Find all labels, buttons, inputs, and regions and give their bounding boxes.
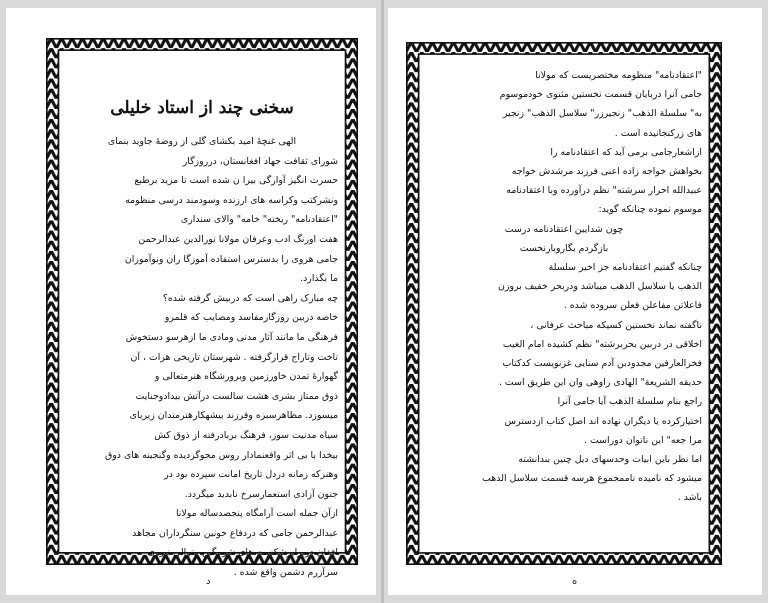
text-line: الذهب یا سلاسل الذهب میباشد ودربحر خفیف بروزن: [498, 281, 702, 293]
text-line: میسوزد. مظاهرسبزه وفرزند بیشهکارهنرمندان زیربای: [129, 410, 338, 422]
text-line: مرا جعه" این ناتوان دوراست .: [584, 434, 702, 446]
text-line: ذوق ممتاز بشری هشت سالست درآتش بیدادوجنایت: [135, 390, 338, 402]
text-line: شورای ثقافت جهاد افغانستان، درروزگار: [182, 155, 338, 167]
text-line: هفت اورنگ ادب وعرفان مولانا نورالدین عبدالرحمن: [138, 233, 338, 245]
page-title: سخنی چند از استاد خلیلی: [110, 98, 294, 118]
page-gutter: [381, 0, 384, 603]
text-line: بخواهش خواجه زاده اعنی فرزند مرشدش خواجه: [511, 166, 702, 178]
text-line: بیخدا با بی اثر واقعنمادار روس محوگردیده وگنجینه های ذوق: [105, 449, 338, 461]
text-line: فرهنگی ما مانند آثار مدنی ومادی ما ازهرسو دستخوش: [125, 331, 338, 343]
text-line: حسرت انگیز آوارگی بیرا ن شده است تا مزید برطبع: [134, 175, 338, 187]
text-line: حدیقه الشریعة" الهادی راوهی وان این طریق است .: [498, 377, 702, 389]
text-line: ناگفته نماند نخستین کسیکه مباحث عرفانی ،: [530, 319, 702, 331]
text-line: جامی آنرا دربایان قسمت نخستین مثنوی خودموسوم: [499, 89, 702, 101]
verse-line: بازگردم بگاروبارنخست: [519, 242, 609, 254]
text-line: اختیارکرده یا دیگران نهاده اند اصل کتاب ازدسترس: [504, 415, 702, 427]
text-line: افغان دربرابرشکست های شرمگین متوالی نیروی: [147, 547, 338, 559]
text-line: "اعتقادنامه" منظومه مختصریست که مولانا: [535, 70, 702, 81]
text-line: فاعلاتن مفاعلن فعلن سروده شده .: [563, 300, 702, 312]
verse-line: چون شدایین اعتقادنامه درست: [504, 223, 624, 235]
text-line: راجع بنام سلسلة الذهب آیا جامی آنرا: [557, 396, 702, 408]
text-line: عبدالرحمن جامی که دردفاع خونین سنگرداران مجاهد: [132, 527, 338, 539]
text-line: "اعتقادنامه" ریخته" خامه" والای سنداری: [180, 214, 338, 226]
right-page: [388, 8, 762, 595]
text-line: ازآن جمله است آرامگاه پنجصدساله مولانا: [175, 508, 338, 520]
text-line: ونشرکتب وکراسه های ارزنده وسودمند درسی منظومه: [125, 194, 338, 206]
text-line: وهنرکه زمانه دردل تاریخ امانت سپرده بود در: [164, 469, 338, 481]
text-line: الهی غنچهٔ امید بکشای گلی از روضهٔ جاوید بنمای: [107, 136, 297, 147]
text-line: موسوم نموده چنانکه گوید:: [598, 204, 702, 216]
text-line: میشود که نامیده ناممجموع هرسه قسمت سلاسل الذهب: [482, 473, 702, 485]
decorative-border-frame: [406, 42, 722, 565]
text-line: خاصه دربین روزگارمفاسد ومصایب که قلمرو: [164, 312, 338, 324]
text-line: جنون آزادی استعمارسرخ نابدید میگردد.: [184, 488, 338, 500]
decorative-border-frame: [46, 38, 358, 579]
text-line: چه مبارک راهی است که دربیش گرفته شده؟: [162, 292, 338, 304]
text-line: چنانکه گفتیم اعتقادنامه جز اخیر سلسلة: [548, 262, 702, 274]
text-line: سیاه مدنیت سوز، فرهنگ بربادرفته از ذوق کش: [154, 429, 338, 441]
text-line: ما بگذارد.: [300, 273, 338, 285]
text-line: فخرالعارفین مجدودبن آدم سنایی غزنویست کدکتاب: [502, 358, 702, 370]
text-line: گهوارهٔ تمدن خاورزمین وبرورشگاه هنرمتعالی و: [154, 371, 338, 383]
text-line: عبیدالله احرار سرشته" نظم درآورده وبا اعتقادنامه: [506, 185, 702, 197]
text-line: جامی هروی را بدسترس استفاده آموزگا ران ونوآموزان: [124, 253, 338, 265]
text-line: باشد .: [677, 492, 702, 504]
left-page: [6, 8, 376, 595]
text-line: به" سلسلة الذهب" زنجیرزر" سلاسل الذهب" زنجیر: [502, 108, 702, 120]
text-line: ازاشعارجامی برمی آید که اعتقادنامه را: [550, 146, 702, 158]
page-number: ه: [572, 576, 578, 587]
text-line: سرآزرم دشمن واقع شده .: [233, 567, 338, 579]
text-line: اما نظر باین ابیات وحدسهای دیل چنین بندانشته: [518, 454, 702, 466]
page-number: د: [206, 576, 211, 587]
text-line: های زرکنجانیده است .: [614, 127, 702, 139]
text-line: اخلاقی در دربین بحربرشته" نظم کشیده امام الغیب: [502, 338, 702, 350]
text-line: تاخت وتاراج قرارگرفته . شهرستان تاریخی هرات ، آن: [130, 351, 338, 363]
